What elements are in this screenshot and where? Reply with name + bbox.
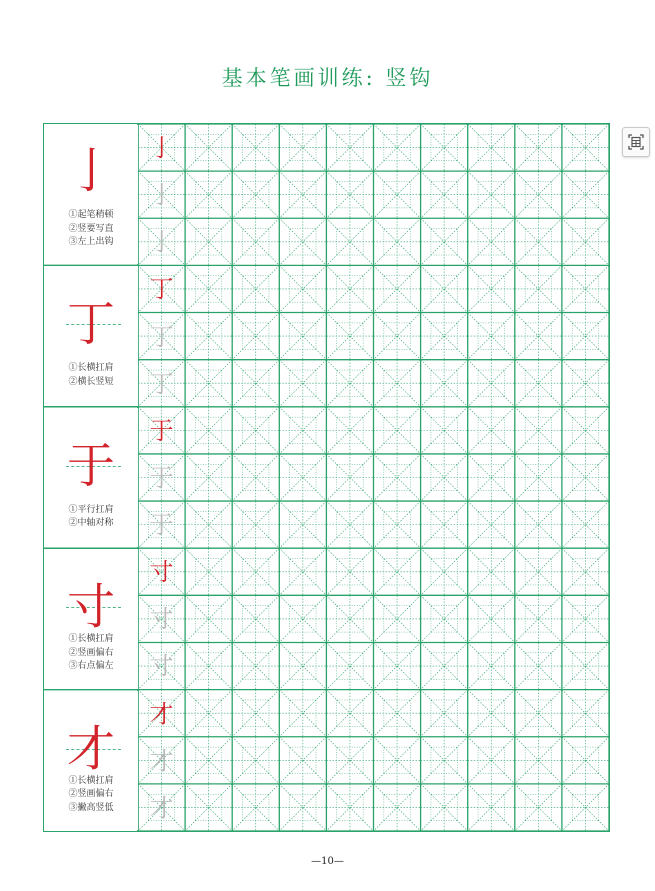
practice-trace-char: 于	[149, 463, 174, 492]
model-character: 亅	[66, 143, 115, 199]
model-cell	[44, 549, 138, 688]
stroke-notes	[44, 775, 138, 816]
model-character: 丁	[66, 296, 115, 353]
note-line: ②竖要写直	[68, 223, 114, 234]
note-line: ①长横扛肩	[68, 775, 114, 786]
note-line: ③左上出钩	[68, 237, 114, 247]
stroke-notes	[44, 362, 138, 389]
practice-model-char: 亅	[149, 134, 174, 162]
practice-trace-char: 亅	[149, 228, 174, 257]
practice-trace-char: 丁	[149, 322, 174, 351]
document-frame-icon	[627, 133, 645, 151]
model-cell	[44, 266, 138, 405]
note-line: ②中轴对称	[68, 518, 114, 529]
practice-sheet	[43, 123, 610, 832]
model-character: 于	[66, 437, 115, 494]
stroke-notes	[44, 504, 138, 531]
practice-trace-char: 才	[149, 746, 174, 775]
page-title: 基本笔画训练: 竖钩	[221, 66, 434, 90]
side-tool-button[interactable]	[622, 127, 650, 157]
model-cell	[44, 125, 138, 264]
practice-model-char: 于	[149, 416, 174, 445]
note-line: ③撇高竖低	[68, 802, 114, 813]
page-number: —10—	[311, 856, 344, 867]
practice-trace-char: 于	[149, 511, 174, 540]
model-character: 寸	[66, 579, 115, 636]
practice-model-char: 丁	[149, 275, 174, 304]
practice-trace-char: 寸	[149, 605, 174, 634]
note-line: ①长横扛肩	[68, 363, 114, 374]
model-character: 才	[66, 720, 115, 777]
practice-trace-char: 寸	[149, 652, 174, 681]
practice-trace-char: 丁	[149, 369, 174, 398]
practice-model-char: 寸	[149, 558, 174, 587]
practice-trace-char: 亅	[149, 181, 174, 210]
model-cell	[44, 408, 138, 547]
note-line: ①平行扛肩	[68, 504, 114, 515]
stroke-notes	[44, 209, 138, 250]
note-line: ②竖画偏右	[68, 647, 114, 658]
practice-model-char: 才	[149, 699, 174, 728]
note-line: ③右点偏左	[68, 661, 114, 672]
note-line: ②横长竖短	[68, 376, 114, 387]
model-cell	[44, 691, 138, 830]
note-line: ①长横扛肩	[68, 634, 114, 645]
practice-trace-char: 才	[149, 793, 174, 822]
note-line: ①起笔稍顿	[68, 210, 114, 220]
stroke-notes	[44, 633, 138, 674]
note-line: ②竖画偏右	[68, 789, 114, 800]
